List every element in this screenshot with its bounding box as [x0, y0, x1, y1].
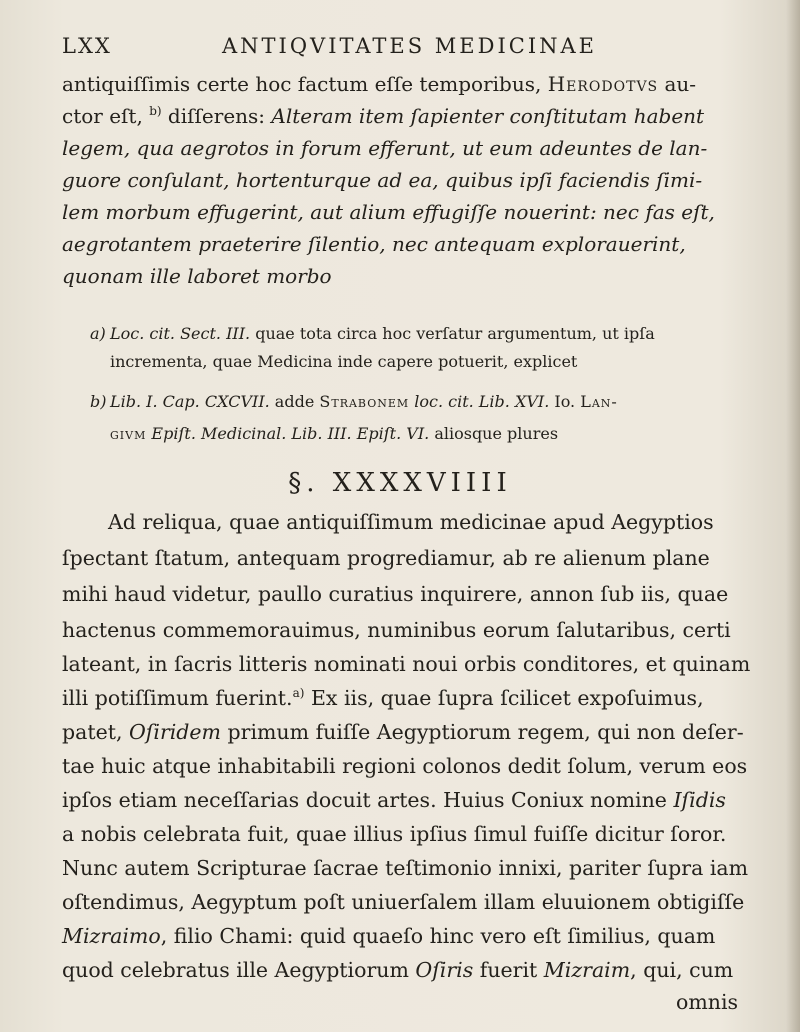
body-line: ſpectant ſtatum, antequam progrediamur, ab re alienum plane — [62, 546, 710, 570]
text-span: ctor eſt, — [62, 104, 150, 128]
body-line — [62, 686, 762, 710]
footnote-text — [110, 324, 655, 343]
body-line — [62, 720, 762, 744]
citation: Loc. cit. Sect. III. — [110, 324, 251, 343]
text-span: , filio Chami: quid quaeſo hinc vero eſt ſimilius, quam — [160, 924, 716, 948]
author-name: givm — [110, 424, 147, 443]
body-line: a nobis celebrata fuit, quae illius ipſius ſimul fuiſſe dicitur ſoror. — [62, 822, 727, 846]
text-span: antiquiſſimis certe hoc factum eſſe temporibus, — [62, 72, 548, 96]
text-span: patet, — [62, 720, 129, 744]
text-span: adde — [269, 392, 320, 411]
text-span: Io. — [549, 392, 581, 411]
author-name: Strabonem — [319, 392, 410, 411]
body-line — [62, 788, 762, 812]
footnote-mark: b) — [90, 392, 107, 411]
running-title: ANTIQVITATES MEDICINAE — [222, 34, 597, 58]
folio-number: LXX — [62, 34, 112, 58]
body-line — [62, 958, 762, 982]
quote-line: guore conſulant, hortenturque ad ea, quibus ipſi faciendis ſimi- — [62, 168, 703, 192]
proper-name: Oſiris — [415, 958, 474, 982]
body-line — [62, 924, 762, 948]
text-span: aliosque plures — [429, 424, 559, 443]
footnote-b-continued — [110, 424, 558, 443]
text-span: ipſos etiam neceſſarias docuit artes. Huius Coniux nomine — [62, 788, 674, 812]
section-heading: §. XXXXVIIII — [288, 468, 512, 498]
body-line: oſtendimus, Aegyptum poſt uniuerſalem illam eluuionem obtigiſſe — [62, 890, 745, 914]
author-name: Herodotvs — [547, 72, 659, 96]
body-line: Ad reliqua, quae antiquiſſimum medicinae apud Aegyptios — [108, 510, 714, 534]
text-span: quae tota circa hoc verſatur argumentum, ut ipſa — [250, 324, 655, 343]
page-header — [62, 34, 712, 64]
body-line: Nunc autem Scripturae ſacrae teſtimonio innixi, pariter ſupra iam — [62, 856, 749, 880]
proper-name: Iſidis — [673, 788, 726, 812]
text-span: diſſerens: — [161, 104, 272, 128]
body-line: lateant, in ſacris litteris nominati noui orbis conditores, et quinam — [62, 652, 751, 676]
text-line — [62, 104, 762, 128]
quote-line: quonam ille laboret morbo — [62, 264, 332, 288]
citation: loc. cit. Lib. XVI. — [409, 392, 550, 411]
quote-line: aegrotantem praeterire ſilentio, nec antequam explorauerint, — [62, 232, 686, 256]
footnote-ref: b) — [149, 104, 162, 118]
citation: Lib. I. Cap. CXCVII. — [110, 392, 270, 411]
body-line: mihi haud videtur, paullo curatius inquirere, annon ſub iis, quae — [62, 582, 729, 606]
catchword: omnis — [676, 990, 739, 1014]
text-span: illi potiſſimum fuerint. — [62, 686, 293, 710]
text-span: primum fuiſſe Aegyptiorum regem, qui non deſer- — [221, 720, 744, 744]
footnote-text — [110, 392, 618, 411]
text-span: , qui, cum — [630, 958, 734, 982]
body-line: hactenus commemorauimus, numinibus eorum ſalutaribus, certi — [62, 618, 731, 642]
footnote-a-continued: incrementa, quae Medicina inde capere potuerit, explicet — [110, 352, 578, 371]
text-span: quod celebratus ille Aegyptiorum — [62, 958, 416, 982]
author-name: Lan- — [580, 392, 618, 411]
proper-name: Mizraim — [543, 958, 631, 982]
text-span: au- — [658, 72, 697, 96]
quote-text: Alteram item ſapienter conſtitutam habent — [271, 104, 705, 128]
text-span: Ex iis, quae ſupra ſcilicet expoſuimus, — [304, 686, 704, 710]
footnote-mark: a) — [90, 324, 106, 343]
text-span: fuerit — [473, 958, 544, 982]
proper-name: Oſiridem — [129, 720, 221, 744]
text-line — [62, 72, 762, 96]
proper-name: Mizraimo — [62, 924, 161, 948]
quote-line: lem morbum effugerint, aut alium effugiſſe nouerint: nec fas eſt, — [62, 200, 715, 224]
quote-line: legem, qua aegrotos in forum efferunt, ut eum adeuntes de lan- — [62, 136, 708, 160]
citation: Epiſt. Medicinal. Lib. III. Epiſt. VI. — [146, 424, 430, 443]
body-line: tae huic atque inhabitabili regioni colonos dedit ſolum, verum eos — [62, 754, 748, 778]
footnote-ref: a) — [292, 686, 305, 700]
